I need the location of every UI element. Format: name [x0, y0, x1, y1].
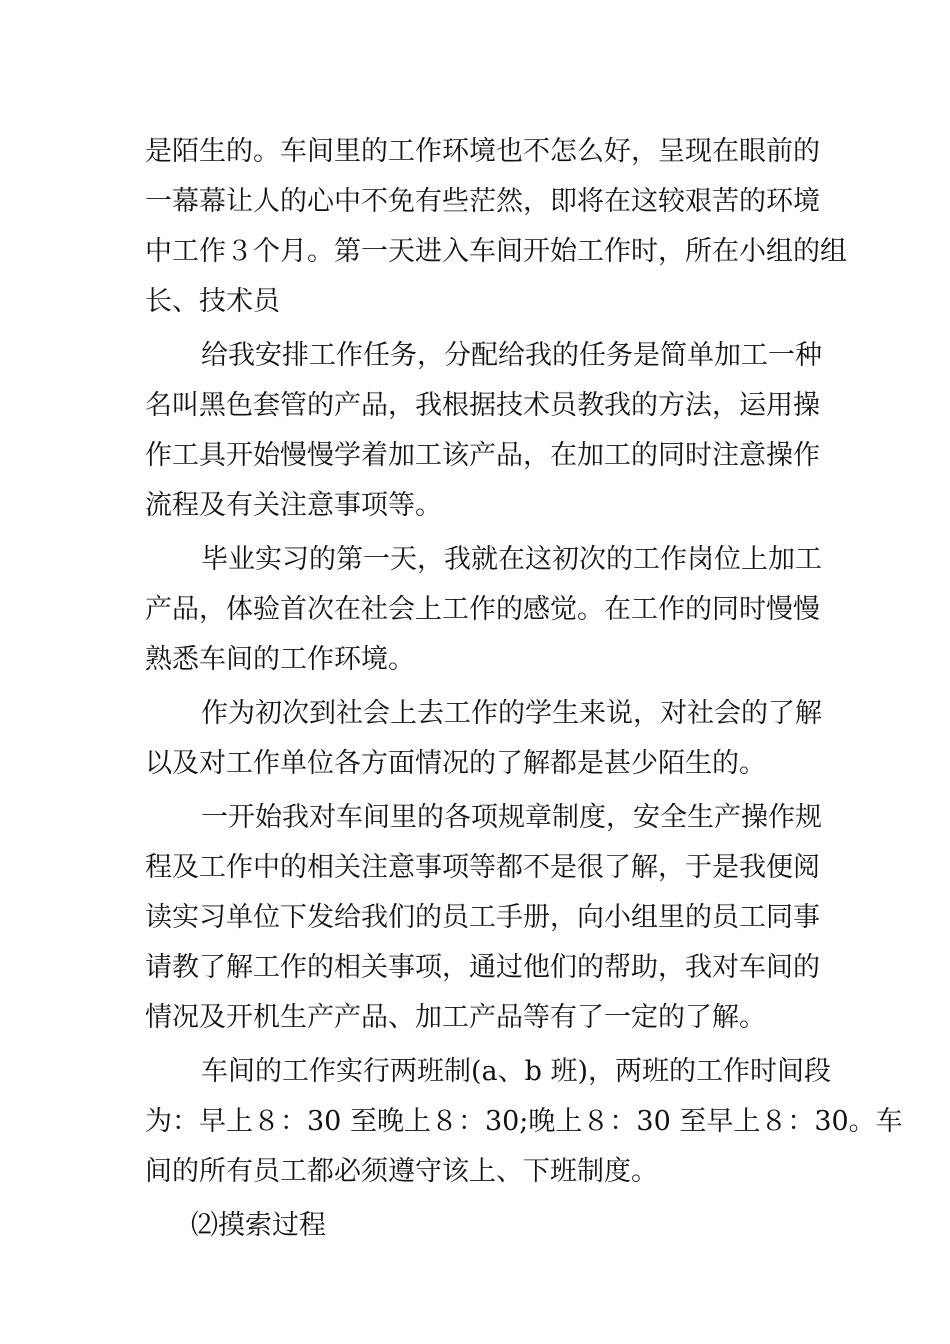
- text-line: 是陌生的。车间里的工作环境也不怎么好，呈现在眼前的: [145, 136, 820, 167]
- text-line: 读实习单位下发给我们的员工手册，向小组里的员工同事: [145, 902, 820, 933]
- text-line: 产品，体验首次在社会上工作的感觉。在工作的同时慢慢: [145, 594, 820, 625]
- text-line: 给我安排工作任务，分配给我的任务是简单加工一种: [201, 340, 822, 371]
- text-line: 程及工作中的相关注意事项等都不是很了解，于是我便阅: [145, 852, 820, 883]
- paragraph-2: [145, 331, 822, 531]
- document-page: [145, 127, 903, 1251]
- text-line: 情况及开机生产产品、加工产品等有了一定的了解。: [145, 1002, 766, 1033]
- paragraph-4: [145, 689, 822, 789]
- text-line: 以及对工作单位各方面情况的了解都是甚少陌生的。: [145, 748, 766, 779]
- paragraph-3: [145, 535, 822, 685]
- text-line: 长、技术员: [145, 286, 280, 317]
- text-line: 作工具开始慢慢学着加工该产品，在加工的同时注意操作: [145, 440, 820, 471]
- paragraph-5: [145, 793, 822, 1043]
- section-heading: [145, 1201, 809, 1251]
- text-line: 一开始我对车间里的各项规章制度，安全生产操作规: [201, 802, 822, 833]
- paragraph-6: [145, 1047, 903, 1197]
- paragraph-1: [145, 127, 847, 327]
- text-line: 一幕幕让人的心中不免有些茫然，即将在这较艰苦的环境: [145, 186, 820, 217]
- text-line: ⑵摸索过程: [191, 1210, 326, 1241]
- text-line: 车间的工作实行两班制(a、b 班)，两班的工作时间段: [201, 1056, 832, 1087]
- text-line: 为：早上８：30 至晚上８：30;晚上８：30 至早上８：30。车: [145, 1106, 903, 1137]
- text-line: 熟悉车间的工作环境。: [145, 644, 415, 675]
- text-line: 毕业实习的第一天，我就在这初次的工作岗位上加工: [201, 544, 822, 575]
- text-line: 请教了解工作的相关事项，通过他们的帮助，我对车间的: [145, 952, 820, 983]
- text-line: 名叫黑色套管的产品，我根据技术员教我的方法，运用操: [145, 390, 820, 421]
- text-line: 作为初次到社会上去工作的学生来说，对社会的了解: [201, 698, 822, 729]
- text-line: 流程及有关注意事项等。: [145, 490, 442, 521]
- text-line: 中工作３个月。第一天进入车间开始工作时，所在小组的组: [145, 236, 847, 267]
- text-line: 间的所有员工都必须遵守该上、下班制度。: [145, 1156, 658, 1187]
